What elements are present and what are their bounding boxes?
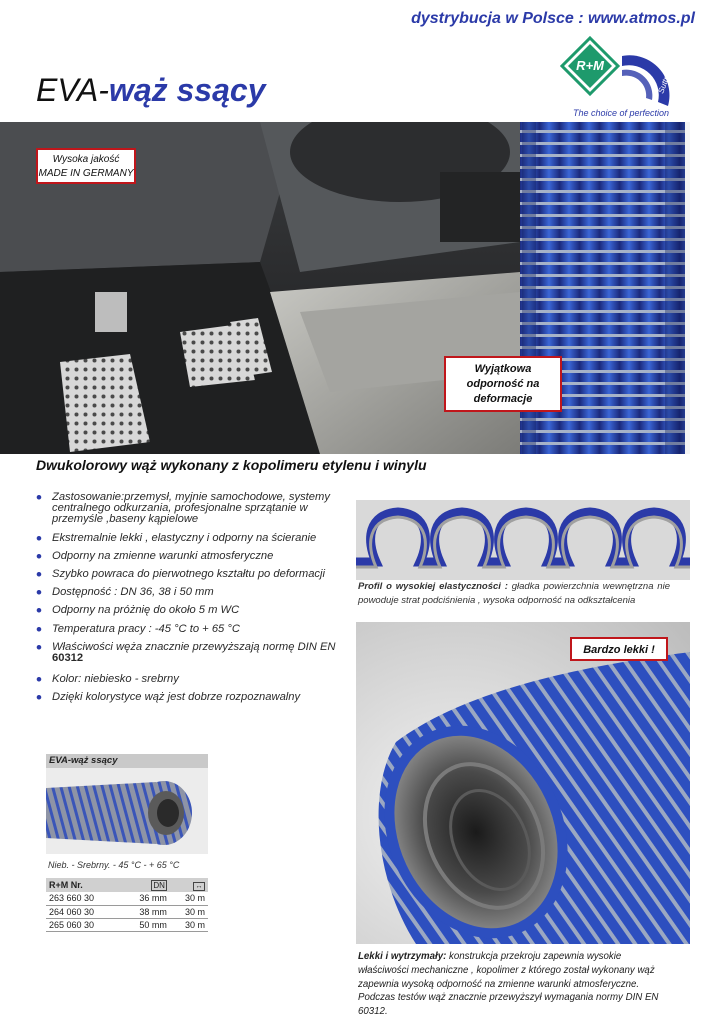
row-dn: 50 mm (121, 918, 170, 931)
profile-cross-section-diagram (356, 500, 690, 580)
page-title (36, 72, 265, 109)
feature-item-temperature: • Temperatura pracy : -45 °C to + 65 °C (36, 624, 346, 635)
bottom-caption-bold: Lekki i wytrzymały: (358, 951, 447, 962)
product-thumbnail-label: EVA-wąż ssący (46, 754, 208, 768)
bottom-caption-text: konstrukcja przekroju zapewnia wysokie właściwości mechaniczne , kopolimer z którego został wykonany wąż zapewnia wysoką odporność na zmienne warunki atmosferyczne. Podczas testów wąż znacznie przewyższył wymagania normy DIN EN 60312. (358, 951, 659, 1018)
feature-item-availability: • Dostępność : DN 36, 38 i 50 mm (36, 587, 346, 598)
header-rm-nr: R+M Nr. (46, 878, 121, 892)
spec-table-header (46, 878, 208, 892)
table-row (46, 905, 208, 918)
deformation-callout (444, 356, 562, 412)
row-length: 30 m (170, 892, 208, 905)
diameter-icon: DN (153, 880, 165, 890)
header-dn (121, 878, 170, 892)
feature-item-recognizable: • Dzięki kolorystyce wąż jest dobrze rozpoznawalny (36, 692, 346, 703)
bottom-caption (358, 950, 668, 1019)
row-length: 30 m (170, 905, 208, 918)
deform-line-2: odporność na (466, 377, 540, 390)
deform-line-1: Wyjątkowa (474, 363, 532, 375)
feature-item-vacuum: • Odporny na próżnię do około 5 m WC (36, 605, 346, 616)
deform-line-3: deformacje (473, 392, 533, 405)
feature-item-weather: • Odporny na zmienne warunki atmosferyczne (36, 551, 346, 562)
product-thumbnail-caption: Nieb. - Srebrny. - 45 °C - + 65 °C (48, 860, 180, 870)
feature-item-recovery: • Szybko powraca do pierwotnego kształtu po deformacji (36, 569, 346, 580)
title-main: wąż ssący (108, 72, 266, 108)
table-row (46, 892, 208, 905)
feature-item-application: • Zastosowanie:przemysł, myjnie samochodowe, systemy centralnego odkurzania, profesjonalne sprzątanie w przemyśle ,baseny kąpielowe (36, 492, 346, 526)
logo-mark: R+M (576, 58, 604, 73)
feature-list (36, 492, 346, 711)
spec-table (46, 878, 208, 932)
table-row (46, 918, 208, 931)
row-nr: 264 060 30 (46, 905, 121, 918)
feature-item-color: • Kolor: niebiesko - srebrny (36, 674, 346, 685)
header-length (170, 878, 208, 892)
profile-caption-bold: Profil o wysokiej elastyczności : (358, 581, 508, 592)
row-dn: 36 mm (121, 892, 170, 905)
quality-line-1: Wysoka jakość (52, 154, 120, 165)
distribution-link[interactable]: dystrybucja w Polsce : www.atmos.pl (411, 10, 695, 27)
feature-item-norm (36, 642, 346, 664)
product-subtitle: Dwukolorowy wąż wykonany z kopolimeru etylenu i winylu (36, 457, 427, 473)
hose-closeup-photo (356, 622, 690, 944)
feature-norm-number: 60312 (52, 652, 84, 665)
profile-caption (358, 580, 670, 608)
row-dn: 38 mm (121, 905, 170, 918)
product-thumbnail-image (46, 768, 208, 854)
feature-item-light: • Ekstremalnie lekki , elastyczny i odporny na ścieranie (36, 533, 346, 544)
length-icon: ↔ (193, 882, 205, 891)
product-thumbnail-box (46, 754, 208, 854)
row-nr: 263 660 30 (46, 892, 121, 905)
logo-tagline: The choice of perfection (573, 108, 670, 118)
light-callout: Bardzo lekki ! (570, 637, 668, 661)
title-prefix: EVA- (36, 72, 109, 108)
quality-line-2: MADE IN GERMANY (38, 167, 134, 179)
profile-caption-text: gładka powierzchnia wewnętrzna nie powoduje strat podciśnienia , wysoka odporność na odkształcenia (358, 581, 670, 606)
feature-norm-text: Właściwości węża znacznie przewyższają normę DIN EN (52, 640, 336, 653)
row-nr: 265 060 30 (46, 918, 121, 931)
quality-callout (36, 148, 136, 184)
row-length: 30 m (170, 918, 208, 931)
logo-brand: Suttner (656, 67, 674, 95)
